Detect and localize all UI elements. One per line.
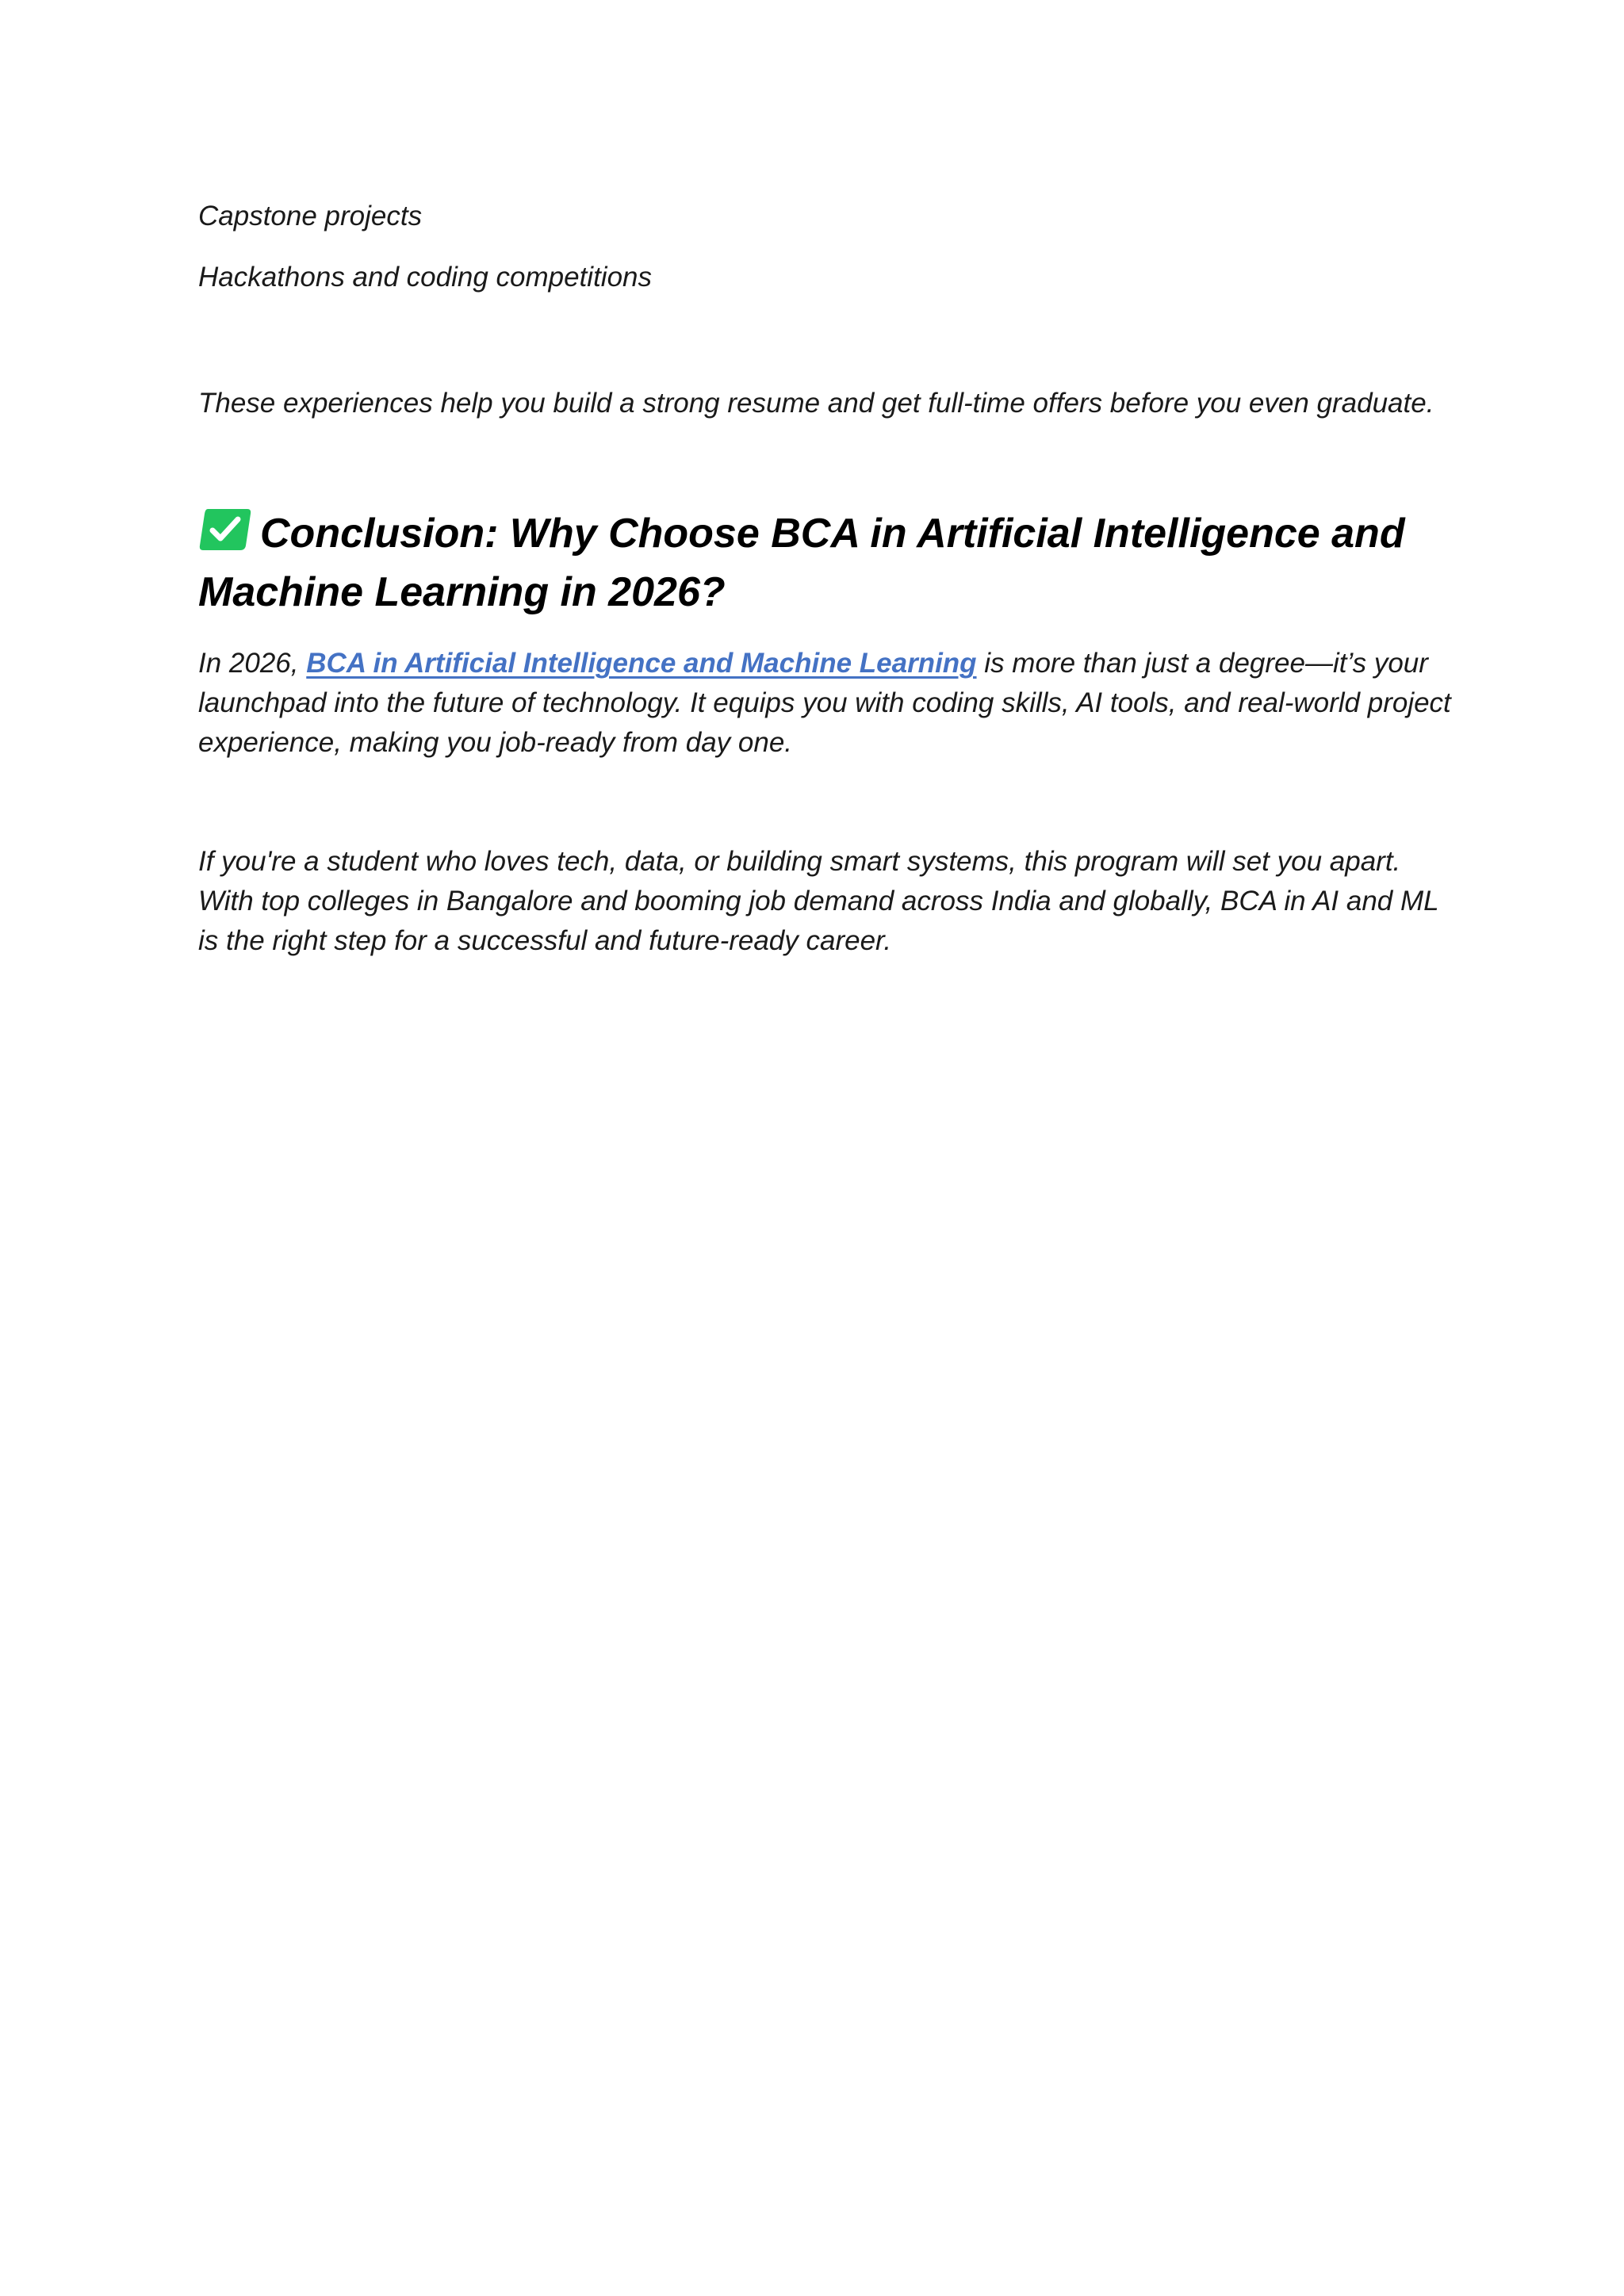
check-mark-button-icon bbox=[198, 506, 252, 552]
list-item: Capstone projects bbox=[198, 201, 423, 232]
paragraph-prefix: In 2026, bbox=[198, 648, 307, 679]
page-content bbox=[198, 197, 1451, 961]
conclusion-paragraph-1 bbox=[198, 644, 1451, 763]
bca-ai-ml-link[interactable]: BCA in Artificial Intelligence and Machine Learning bbox=[306, 648, 977, 679]
blank-line bbox=[198, 319, 1451, 384]
list-item: Hackathons and coding competitions bbox=[198, 262, 653, 293]
conclusion-paragraph-2: If you're a student who loves tech, data, or building smart systems, this program will set you apart. With top colleges in Bangalore and booming job demand across India and globally, BCA in AI and ML is the right step for a successful and future-ready career. bbox=[198, 846, 1438, 956]
conclusion-heading bbox=[198, 504, 1451, 622]
blank-line bbox=[198, 763, 1451, 842]
summary-sentence: These experiences help you build a strong resume and get full-time offers before you even graduate. bbox=[198, 388, 1434, 419]
conclusion-heading-text: Conclusion: Why Choose BCA in Artificial Intelligence and Machine Learning in 2026? bbox=[198, 511, 1405, 615]
paragraph-suffix: is more than just a degree—it’s your launchpad into the future of technology. It equips you with coding skills, AI tools, and real-world project experience, making you job-ready from day one. bbox=[198, 648, 1451, 758]
